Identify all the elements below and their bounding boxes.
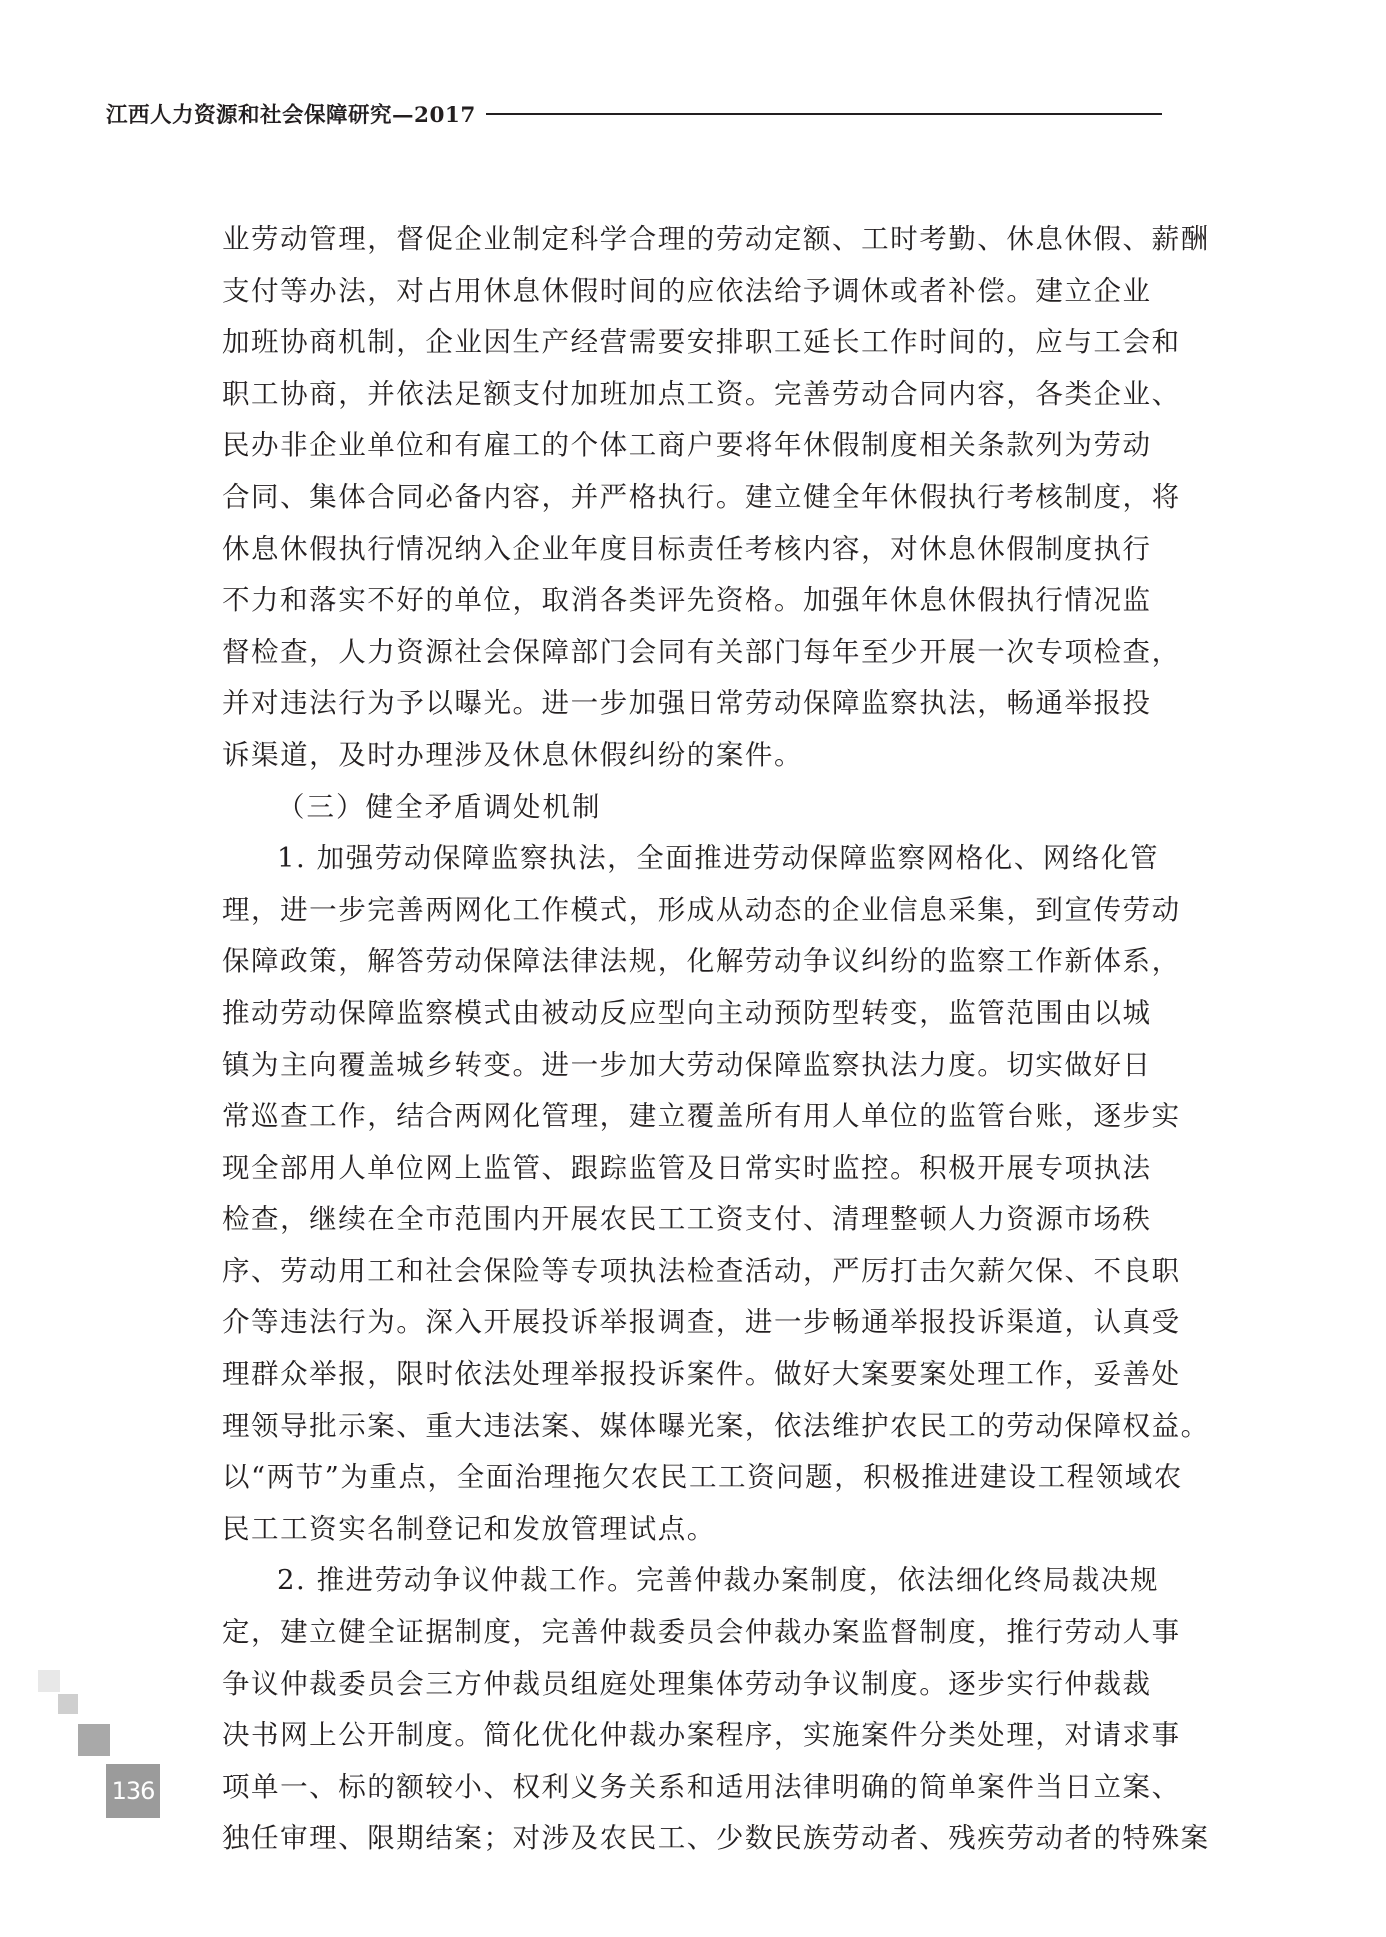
- text-line: 并对违法行为予以曝光。进一步加强日常劳动保障监察执法，畅通举报投: [222, 687, 1152, 720]
- text-line: 保障政策，解答劳动保障法律法规，化解劳动争议纠纷的监察工作新体系，: [222, 945, 1181, 978]
- text-line: 以“两节”为重点，全面治理拖欠农民工工资问题，积极推进建设工程领域农: [222, 1461, 1183, 1494]
- text-line: 诉渠道，及时办理涉及休息休假纠纷的案件。: [222, 738, 803, 771]
- text-line: 督检查，人力资源社会保障部门会同有关部门每年至少开展一次专项检查，: [222, 635, 1181, 668]
- text-line: 介等违法行为。深入开展投诉举报调查，进一步畅通举报投诉渠道，认真受: [222, 1306, 1181, 1339]
- text-line: 决书网上公开制度。简化优化仲裁办案程序，实施案件分类处理，对请求事: [222, 1719, 1181, 1752]
- decorative-square: [58, 1694, 78, 1714]
- text-line: 独任审理、限期结案；对涉及农民工、少数民族劳动者、残疾劳动者的特殊案: [222, 1822, 1210, 1855]
- text-line: 休息休假执行情况纳入企业年度目标责任考核内容，对休息休假制度执行: [222, 532, 1152, 565]
- text-line: 理领导批示案、重大违法案、媒体曝光案，依法维护农民工的劳动保障权益。: [222, 1409, 1210, 1442]
- text-line: 常巡查工作，结合两网化管理，建立覆盖所有用人单位的监管台账，逐步实: [222, 1100, 1181, 1133]
- body-text: [222, 214, 1210, 1865]
- text-line: 序、劳动用工和社会保险等专项执法检查活动，严厉打击欠薪欠保、不良职: [222, 1254, 1181, 1287]
- running-header-title: 江西人力资源和社会保障研究—2017: [106, 102, 476, 128]
- running-header: [106, 96, 1162, 130]
- page-number: 136: [111, 1777, 155, 1805]
- text-line: 定，建立健全证据制度，完善仲裁委员会仲裁办案监督制度，推行劳动人事: [222, 1616, 1181, 1649]
- text-line: 民工工资实名制登记和发放管理试点。: [222, 1512, 716, 1545]
- text-line: 职工协商，并依法足额支付加班加点工资。完善劳动合同内容，各类企业、: [222, 377, 1181, 410]
- text-line: 争议仲裁委员会三方仲裁员组庭处理集体劳动争议制度。逐步实行仲裁裁: [222, 1667, 1152, 1700]
- decorative-square: [38, 1670, 60, 1692]
- header-rule: [486, 113, 1162, 115]
- text-line: 2. 推进劳动争议仲裁工作。完善仲裁办案制度，依法细化终局裁决规: [277, 1564, 1160, 1597]
- text-line: 加班协商机制，企业因生产经营需要安排职工延长工作时间的，应与工会和: [222, 326, 1181, 359]
- text-line: 理，进一步完善两网化工作模式，形成从动态的企业信息采集，到宣传劳动: [222, 893, 1181, 926]
- section-heading: （三）健全矛盾调处机制: [277, 790, 602, 823]
- text-line: 现全部用人单位网上监管、跟踪监管及日常实时监控。积极开展专项执法: [222, 1151, 1152, 1184]
- text-line: 推动劳动保障监察模式由被动反应型向主动预防型转变，监管范围由以城: [222, 996, 1152, 1029]
- text-line: 合同、集体合同必备内容，并严格执行。建立健全年休假执行考核制度，将: [222, 480, 1181, 513]
- text-line: 1. 加强劳动保障监察执法，全面推进劳动保障监察网格化、网络化管: [277, 842, 1160, 875]
- decorative-square: [78, 1724, 110, 1756]
- text-line: 理群众举报，限时依法处理举报投诉案件。做好大案要案处理工作，妥善处: [222, 1358, 1181, 1391]
- text-line: 不力和落实不好的单位，取消各类评先资格。加强年休息休假执行情况监: [222, 584, 1152, 617]
- page-number-box: [106, 1764, 160, 1818]
- text-line: 项单一、标的额较小、权利义务关系和适用法律明确的简单案件当日立案、: [222, 1770, 1181, 1803]
- text-line: 业劳动管理，督促企业制定科学合理的劳动定额、工时考勤、休息休假、薪酬: [222, 223, 1210, 255]
- text-line: 民办非企业单位和有雇工的个体工商户要将年休假制度相关条款列为劳动: [222, 429, 1152, 462]
- text-line: 镇为主向覆盖城乡转变。进一步加大劳动保障监察执法力度。切实做好日: [222, 1048, 1152, 1081]
- text-line: 检查，继续在全市范围内开展农民工工资支付、清理整顿人力资源市场秩: [222, 1203, 1152, 1236]
- text-line: 支付等办法，对占用休息休假时间的应依法给予调休或者补偿。建立企业: [222, 274, 1152, 307]
